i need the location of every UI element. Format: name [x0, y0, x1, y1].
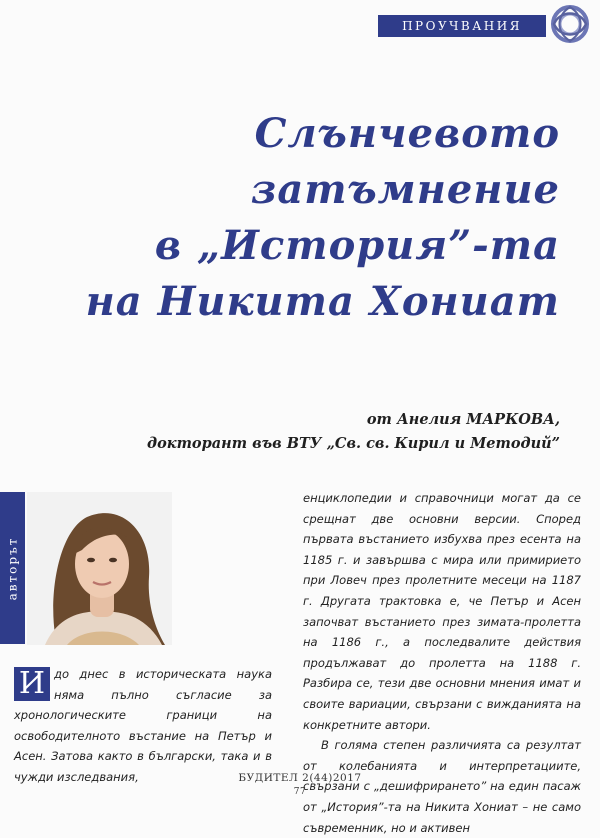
byline-affiliation: докторант във ВТУ „Св. св. Кирил и Методий” — [147, 435, 560, 452]
article-title — [0, 106, 560, 330]
byline-author: от Анелия МАРКОВА, — [366, 411, 560, 428]
article-title-line-1: Слънчевото затъмнение — [250, 110, 560, 213]
article-title-line-2: в „История”-та — [154, 222, 560, 269]
article-column-left — [14, 664, 272, 788]
drop-cap: И — [14, 667, 50, 701]
celtic-knot-ornament-icon — [540, 2, 596, 48]
left-column-paragraph: до днес в историческата наука няма пълно съгласие за хронологическите граници на освободителното въстание на Петър и Асен. Затова както в български, така и в чужди изследвания, — [14, 667, 272, 784]
byline — [147, 408, 560, 456]
right-column-paragraph-2: В голяма степен различията са резултат от колебанията и интерпретациите, свързани с „дешифрирането” на един пасаж от „История”-та на Никита Хониат – не само съвременник, но и активен — [303, 738, 581, 835]
author-photo — [27, 492, 172, 645]
author-tab-label: авторът — [5, 536, 20, 601]
section-label: ПРОУЧВАНИЯ — [402, 19, 522, 33]
page-number: 77 — [293, 787, 307, 797]
right-column-paragraph-1: енциклопедии и справочници могат да се срещнат две основни версии. Според първата въстанието избухва през есента на 1185 г. и завършва с мира или примирието при Ловеч през пролетните месеци на 1187 г. Другата трактовка е, че Петър и Асен започват въстанието през зимата-пролетта на 1186 г., а последвалите действия продължават до пролетта на 1188 г. Разбира се, тези две основни мнения имат и своите вариации, свързани с вижданията на конкретните автори. — [303, 491, 581, 732]
article-title-line-3: на Никита Хониат — [85, 278, 560, 325]
footer-journal: БУДИТЕЛ 2(44)2017 — [238, 772, 362, 784]
article-column-right — [303, 488, 581, 838]
